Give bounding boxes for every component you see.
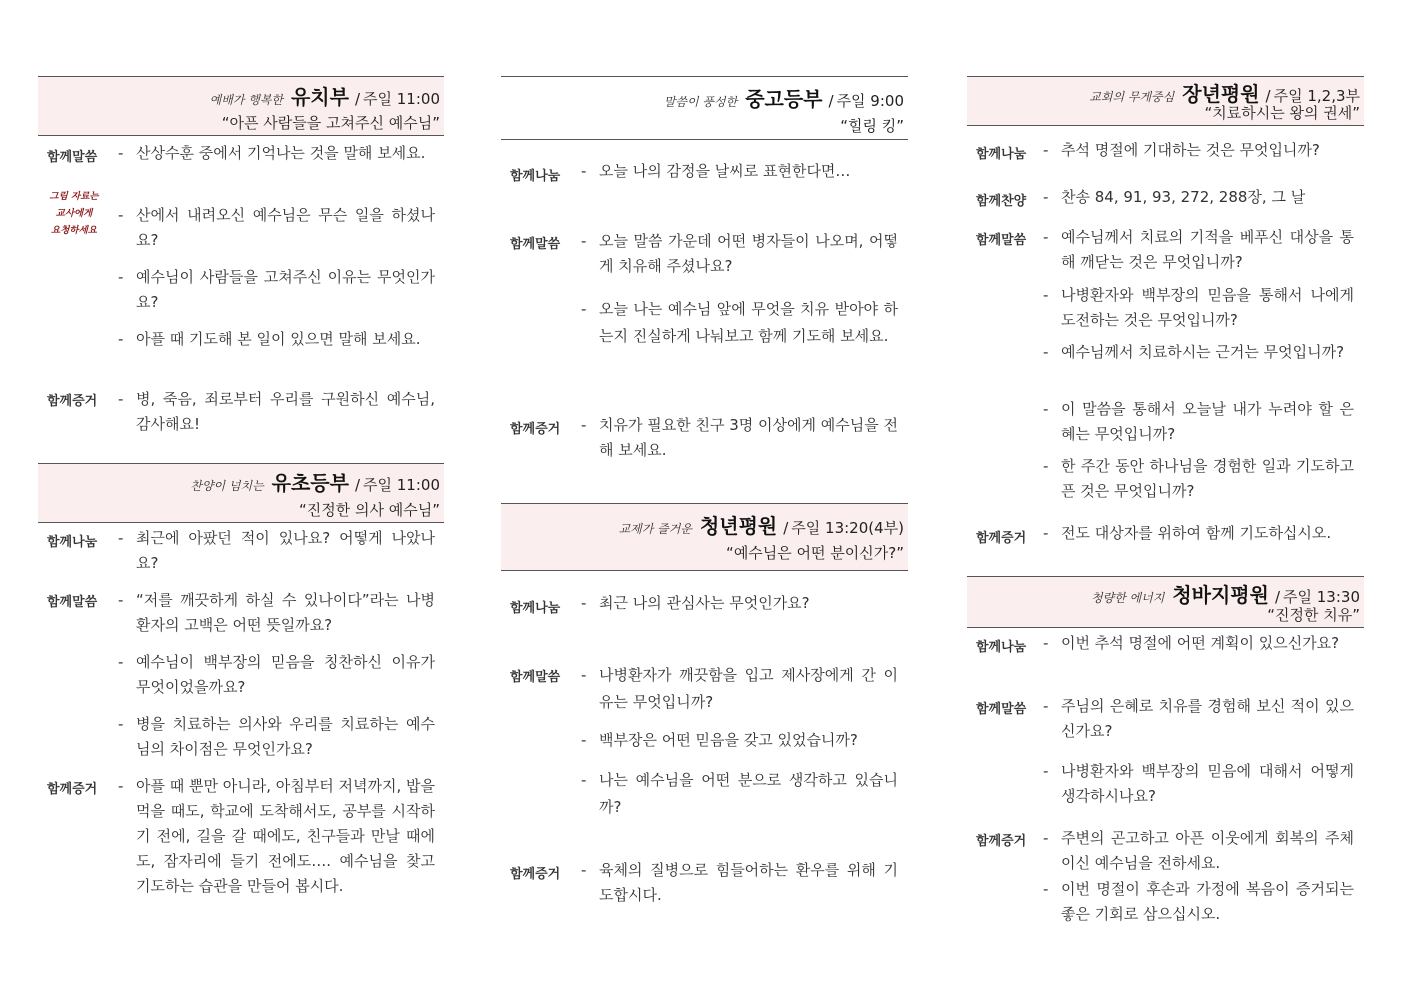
column-middle [501,0,908,992]
yucho-theme: “진정한 의사 예수님” [299,501,440,519]
cheongnyeon-sharing-label: 함께나눔 [510,601,561,616]
jangnyeon-word-item: - 나병환자와 백부장의 믿음을 통해서 나에게 도전하는 것은 무엇입니까? [1043,286,1354,329]
jangnyeon-word-item: - 예수님께서 치료의 기적을 베푸신 대상을 통해 깨닫는 것은 무엇입니까? [1043,228,1354,271]
cheongbaji-header: 청량한 에너지 청바지평원 / 주일 13:30 “진정한 치유” [967,576,1364,628]
cheongnyeon-word-item: - 백부장은 어떤 믿음을 갖고 있었습니까? [581,731,858,749]
yucho-sharing-label: 함께나눔 [47,535,98,550]
cheongbaji-word-item: - 주님의 은혜로 치유를 경험해 보신 적이 있으신가요? [1043,697,1354,740]
junggo-word-item: - 오늘 나는 예수님 앞에 무엇을 치유 받아야 하는지 진실하게 나눠보고 함께 기도해 보세요. [581,300,898,345]
yucho-word-label: 함께말씀 [47,595,98,610]
cheongbaji-word-label: 함께말씀 [976,702,1027,717]
cheongnyeon-tagline: 교제가 즐거운 [618,522,692,536]
junggo-witness-label: 함께증거 [510,422,561,437]
yucho-witness-label: 함께증거 [47,782,98,797]
cheongbaji-witness-label: 함께증거 [976,834,1027,849]
yuchi-note: 그림 자료는 교사에게 요청하세요 [49,191,99,236]
junggo-theme: “힐링 킹” [840,117,904,135]
jangnyeon-word-item: - 이 말씀을 통해서 오늘날 내가 누려야 할 은혜는 무엇입니까? [1043,400,1354,443]
junggo-tagline: 말씀이 풍성한 [663,95,738,109]
jangnyeon-witness-label: 함께증거 [976,531,1027,546]
cheongnyeon-witness-item: - 육체의 질병으로 힘들어하는 환우를 위해 기도합시다. [581,861,898,904]
junggo-word-item: - 오늘 말씀 가운데 어떤 병자들이 나오며, 어떻게 치유해 주셨나요? [581,232,898,275]
yucho-tagline: 찬양이 넘치는 [190,479,264,493]
yuchi-word-item: - 예수님이 사람들을 고쳐주신 이유는 무엇인가요? [118,268,435,311]
cheongnyeon-witness-label: 함께증거 [510,867,561,882]
jangnyeon-header: 교회의 무게중심 장년평원 / 주일 1,2,3부 “치료하시는 왕의 권세” [967,76,1364,126]
junggo-sharing-item: - 오늘 나의 감정을 날씨로 표현한다면… [581,162,851,180]
cheongnyeon-dept-name: 청년평원 [699,514,778,538]
junggo-time: 주일 9:00 [836,92,904,110]
yucho-sharing-item: - 최근에 아팠던 적이 있나요? 어떻게 나았나요? [118,529,435,572]
yuchi-witness-item: - 병, 죽음, 죄로부터 우리를 구원하신 예수님, 감사해요! [118,390,435,433]
jangnyeon-time: 주일 1,2,3부 [1273,87,1360,105]
yucho-header: 찬양이 넘치는 유초등부 / 주일 11:00 “진정한 의사 예수님” [38,463,444,523]
cheongnyeon-sharing-item: - 최근 나의 관심사는 무엇인가요? [581,594,810,612]
cheongbaji-tagline: 청량한 에너지 [1090,591,1165,605]
cheongbaji-witness-item: - 주변의 곤고하고 아픈 이웃에게 회복의 주체이신 예수님을 전하세요. [1043,829,1354,872]
jangnyeon-dept-name: 장년평원 [1182,82,1260,106]
yuchi-word-item: - 아플 때 기도해 본 일이 있으면 말해 보세요. [118,330,421,348]
cheongbaji-dept-name: 청바지평원 [1172,583,1269,607]
cheongnyeon-word-label: 함께말씀 [510,670,561,685]
jangnyeon-word-item: - 예수님께서 치료하시는 근거는 무엇입니까? [1043,343,1345,361]
yucho-word-item: - 예수님이 백부장의 믿음을 칭찬하신 이유가 무엇이었을까요? [118,653,435,696]
yucho-word-item: - 병을 치료하는 의사와 우리를 치료하는 예수님의 차이점은 무엇인가요? [118,715,435,758]
yuchi-header: 예배가 행복한 유치부 / 주일 11:00 “아픈 사람들을 고쳐주신 예수님” [38,76,444,136]
cheongbaji-sharing-label: 함께나눔 [976,640,1027,655]
yucho-dept-name: 유초등부 [271,471,349,495]
yucho-time: 주일 11:00 [363,476,440,494]
yuchi-word-item: - 산에서 내려오신 예수님은 무슨 일을 하셨나요? [118,206,435,249]
cheongbaji-word-item: - 나병환자와 백부장의 믿음에 대해서 어떻게 생각하시나요? [1043,762,1354,805]
junggo-witness-item: - 치유가 필요한 친구 3명 이상에게 예수님을 전해 보세요. [581,416,898,459]
yuchi-theme: “아픈 사람들을 고쳐주신 예수님” [221,114,440,132]
jangnyeon-praise-label: 함께찬양 [976,194,1027,209]
jangnyeon-word-item: - 한 주간 동안 하나님을 경험한 일과 기도하고픈 것은 무엇입니까? [1043,457,1354,500]
cheongbaji-sharing-item: - 이번 추석 명절에 어떤 계획이 있으신가요? [1043,634,1340,652]
junggo-sharing-label: 함께나눔 [510,169,561,184]
cheongbaji-time: 주일 13:30 [1283,588,1360,606]
yuchi-witness-label: 함께증거 [47,394,98,409]
yuchi-time: 주일 11:00 [363,90,440,108]
cheongnyeon-time: 주일 13:20(4부) [791,519,904,537]
cheongnyeon-header: 교제가 즐거운 청년평원 / 주일 13:20(4부) “예수님은 어떤 분이신가?” [501,503,908,571]
cheongnyeon-word-item: - 나는 예수님을 어떤 분으로 생각하고 있습니까? [581,771,898,816]
jangnyeon-tagline: 교회의 무게중심 [1089,90,1175,104]
yucho-witness-item: - 아플 때 뿐만 아니라, 아침부터 저녁까지, 밥을 먹을 때도, 학교에 도착해서도, 공부를 시작하기 전에, 길을 갈 때에도, 친구들과 만날 때에도, 잠자리에 들기 전에도…. 예수님을 찾고 기도하는 습관을 만들어 봅시다. [118,777,435,895]
jangnyeon-sharing-item: - 추석 명절에 기대하는 것은 무엇입니까? [1043,141,1320,159]
cheongbaji-theme: “진정한 치유” [1267,606,1360,624]
junggo-word-label: 함께말씀 [510,237,561,252]
jangnyeon-sharing-label: 함께나눔 [976,147,1027,162]
yuchi-dept-name: 유치부 [290,85,349,109]
jangnyeon-word-label: 함께말씀 [976,233,1027,248]
jangnyeon-theme: “치료하시는 왕의 권세” [1204,104,1360,122]
column-left [38,0,444,992]
yuchi-tagline: 예배가 행복한 [209,93,283,107]
junggo-header: 말씀이 풍성한 중고등부 / 주일 9:00 “힐링 킹” [501,76,908,140]
junggo-dept-name: 중고등부 [745,87,823,111]
jangnyeon-witness-item: - 전도 대상자를 위하여 함께 기도하십시오. [1043,524,1332,542]
jangnyeon-praise-item: - 찬송 84, 91, 93, 272, 288장, 그 날 [1043,188,1306,206]
cheongbaji-witness-item: - 이번 명절이 후손과 가정에 복음이 증거되는 좋은 기회로 삼으십시오. [1043,880,1354,923]
yucho-word-item: - “저를 깨끗하게 하실 수 있나이다”라는 나병환자의 고백은 어떤 뜻일까요? [118,591,435,634]
yuchi-word-item: - 산상수훈 중에서 기억나는 것을 말해 보세요. [118,144,426,162]
yuchi-word-label: 함께말씀 [47,150,98,165]
cheongnyeon-theme: “예수님은 어떤 분이신가?” [726,544,904,562]
cheongnyeon-word-item: - 나병환자가 깨끗함을 입고 제사장에게 간 이유는 무엇입니까? [581,666,898,711]
column-right [967,0,1364,992]
